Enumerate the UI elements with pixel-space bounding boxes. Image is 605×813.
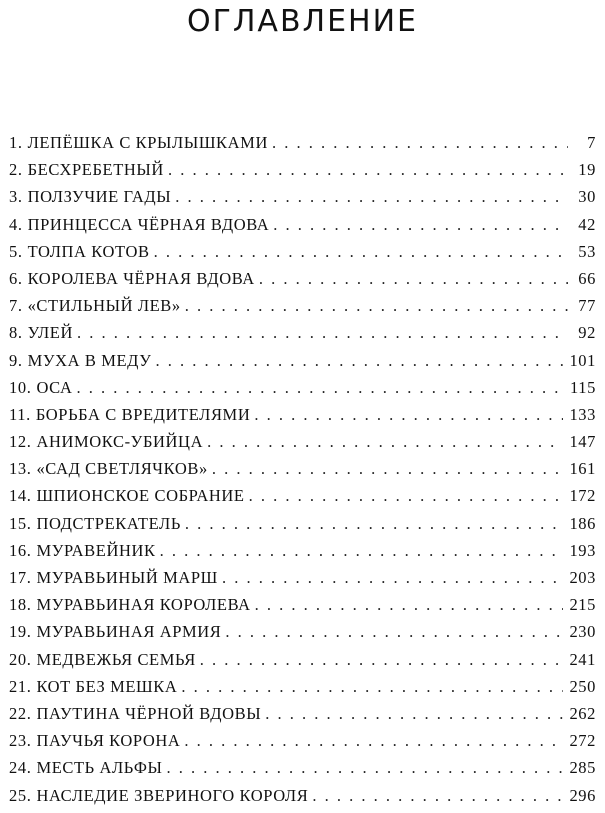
toc-dot-leader: [249, 482, 564, 509]
toc-entry-title: МУРАВЕЙНИК: [36, 540, 156, 560]
toc-entry-title: МУРАВЬИНЫЙ МАРШ: [36, 568, 218, 587]
toc-entry-page: 133: [569, 404, 596, 424]
toc-entry-page: 296: [569, 785, 596, 805]
toc-entry-number: 11.: [9, 404, 31, 424]
toc-dot-leader: [154, 238, 568, 265]
toc-entry-page: 241: [569, 649, 596, 669]
toc-entry-title: МЕСТЬ АЛЬФЫ: [36, 758, 163, 778]
toc-entry[interactable]: [9, 537, 596, 564]
toc-entry-page: 42: [578, 214, 596, 234]
page-title: ОГЛАВЛЕНИЕ: [186, 4, 419, 39]
toc-entry-page: 193: [569, 540, 596, 560]
toc-entry-title: «САД СВЕТЛЯЧКОВ»: [36, 459, 208, 479]
toc-entry[interactable]: [9, 183, 596, 210]
toc-entry[interactable]: [9, 428, 596, 455]
toc-entry-page: 92: [578, 323, 596, 343]
toc-entry[interactable]: [9, 510, 596, 537]
toc-entry-page: 101: [569, 350, 596, 370]
toc-entry[interactable]: [9, 754, 596, 781]
toc-entry-number: 22.: [9, 703, 32, 723]
toc-entry-title: ПОЛЗУЧИЕ ГАДЫ: [27, 187, 172, 207]
toc-entry-number: 14.: [9, 486, 32, 506]
toc-entry-title: ПАУЧЬЯ КОРОНА: [36, 731, 181, 751]
toc-dot-leader: [175, 183, 568, 210]
toc-entry-title: АНИМОКС-УБИЙЦА: [36, 432, 204, 452]
toc-entry-number: 8.: [9, 323, 23, 343]
toc-entry-page: 285: [569, 758, 596, 778]
toc-entry-title: ПАУТИНА ЧЁРНОЙ ВДОВЫ: [36, 703, 262, 723]
toc-entry-page: 161: [569, 459, 596, 479]
toc-entry-page: 186: [569, 513, 596, 533]
toc-entry-number: 5.: [9, 241, 23, 261]
toc-dot-leader: [312, 782, 563, 809]
toc-entry[interactable]: [9, 265, 596, 292]
toc-entry[interactable]: [9, 238, 596, 265]
toc-entry-number: 12.: [9, 432, 32, 452]
toc-dot-leader: [185, 292, 568, 319]
toc-entry-page: 7: [587, 133, 596, 152]
toc-entry-page: 30: [578, 187, 596, 207]
toc-entry-page: 66: [578, 268, 596, 288]
toc-entry-title: БОРЬБА С ВРЕДИТЕЛЯМИ: [35, 404, 251, 424]
toc-entry[interactable]: [9, 211, 596, 238]
toc-entry[interactable]: [9, 618, 596, 645]
toc-dot-leader: [156, 347, 564, 374]
toc-entry[interactable]: [9, 374, 596, 401]
toc-entry-title: ОСА: [36, 377, 73, 397]
toc-entry-title: НАСЛЕДИЕ ЗВЕРИНОГО КОРОЛЯ: [36, 785, 309, 805]
toc-entry-title: МЕДВЕЖЬЯ СЕМЬЯ: [36, 649, 196, 669]
toc-entry-page: 272: [569, 731, 596, 751]
toc-dot-leader: [265, 700, 563, 727]
toc-dot-leader: [222, 564, 564, 591]
toc-dot-leader: [184, 727, 563, 754]
toc-dot-leader: [255, 591, 564, 618]
toc-entry[interactable]: [9, 700, 596, 727]
toc-entry-title: ТОЛПА КОТОВ: [27, 241, 150, 261]
toc-entry[interactable]: [9, 591, 596, 618]
toc-entry[interactable]: [9, 319, 596, 346]
toc-dot-leader: [181, 673, 563, 700]
toc-entry-number: 16.: [9, 540, 32, 560]
toc-dot-leader: [259, 265, 568, 292]
toc-entry[interactable]: [9, 401, 596, 428]
toc-entry-page: 77: [578, 296, 596, 316]
toc-entry-title: МУХА В МЕДУ: [27, 350, 152, 370]
toc-entry[interactable]: [9, 564, 596, 591]
toc-entry[interactable]: [9, 482, 596, 509]
toc-entry-title: КОРОЛЕВА ЧЁРНАЯ ВДОВА: [27, 268, 255, 288]
toc-entry-number: 1.: [9, 133, 23, 152]
toc-entry-number: 9.: [9, 350, 23, 370]
toc-entry-number: 3.: [9, 187, 23, 207]
toc-entry-number: 7.: [9, 296, 23, 316]
toc-entry-number: 21.: [9, 676, 32, 696]
toc-dot-leader: [160, 537, 564, 564]
toc-entry-page: 147: [569, 432, 596, 452]
toc-entry-number: 4.: [9, 214, 23, 234]
toc-entry-page: 230: [569, 622, 596, 642]
toc-entry-number: 2.: [9, 160, 23, 180]
toc-dot-leader: [77, 319, 568, 346]
toc-entry-title: МУРАВЬИНАЯ КОРОЛЕВА: [36, 595, 251, 615]
toc-entry-number: 6.: [9, 268, 23, 288]
toc-entry-title: ПОДСТРЕКАТЕЛЬ: [36, 513, 181, 533]
toc-entry-title: МУРАВЬИНАЯ АРМИЯ: [36, 622, 222, 642]
toc-dot-leader: [166, 754, 563, 781]
toc-entry-page: 250: [569, 676, 596, 696]
toc-entry-page: 215: [569, 595, 596, 615]
toc-entry-number: 13.: [9, 459, 32, 479]
table-of-contents: [9, 129, 596, 809]
toc-entry-title: УЛЕЙ: [27, 323, 73, 343]
toc-dot-leader: [272, 129, 568, 156]
toc-entry-number: 24.: [9, 758, 32, 778]
toc-entry-title: ПРИНЦЕССА ЧЁРНАЯ ВДОВА: [27, 214, 270, 234]
toc-entry-number: 23.: [9, 731, 32, 751]
toc-dot-leader: [254, 401, 563, 428]
toc-dot-leader: [212, 455, 564, 482]
toc-entry-page: 19: [578, 160, 596, 180]
toc-entry[interactable]: [9, 727, 596, 754]
toc-entry[interactable]: [9, 156, 596, 183]
toc-dot-leader: [200, 646, 564, 673]
toc-entry-page: 172: [569, 486, 596, 506]
toc-dot-leader: [76, 374, 564, 401]
toc-entry[interactable]: [9, 292, 596, 319]
toc-entry-number: 19.: [9, 622, 32, 642]
toc-entry-page: 115: [570, 377, 596, 397]
toc-entry[interactable]: [9, 646, 596, 673]
toc-dot-leader: [168, 156, 568, 183]
toc-entry[interactable]: [9, 129, 596, 156]
toc-dot-leader: [185, 510, 564, 537]
toc-entry-page: 53: [578, 241, 596, 261]
toc-entry-number: 17.: [9, 568, 32, 587]
toc-entry-page: 203: [569, 568, 596, 587]
toc-entry-title: БЕСХРЕБЕТНЫЙ: [27, 160, 164, 180]
toc-entry-number: 20.: [9, 649, 32, 669]
toc-entry-title: «СТИЛЬНЫЙ ЛЕВ»: [27, 296, 181, 316]
toc-dot-leader: [207, 428, 563, 455]
toc-entry-title: КОТ БЕЗ МЕШКА: [36, 676, 178, 696]
toc-entry-title: ЛЕПЁШКА С КРЫЛЫШКАМИ: [27, 133, 268, 152]
toc-entry-title: ШПИОНСКОЕ СОБРАНИЕ: [36, 486, 245, 506]
toc-dot-leader: [273, 211, 568, 238]
toc-entry[interactable]: [9, 455, 596, 482]
toc-entry-number: 15.: [9, 513, 32, 533]
toc-entry[interactable]: [9, 347, 596, 374]
toc-entry-number: 18.: [9, 595, 32, 615]
toc-dot-leader: [225, 618, 563, 645]
toc-entry-page: 262: [569, 703, 596, 723]
toc-entry[interactable]: [9, 673, 596, 700]
toc-entry-number: 25.: [9, 785, 32, 805]
toc-entry[interactable]: [9, 782, 596, 809]
toc-entry-number: 10.: [9, 377, 32, 397]
